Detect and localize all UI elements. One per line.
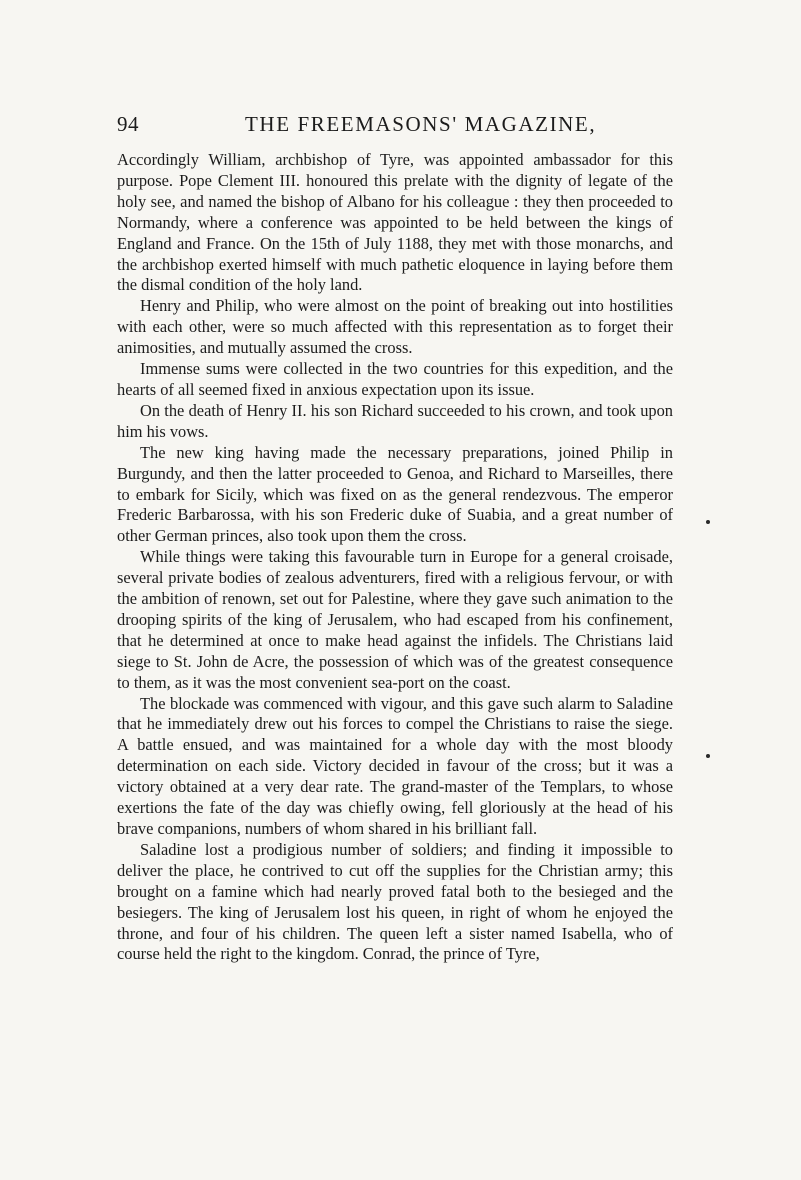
paragraph: Immense sums were collected in the two countries for this expedition, and the hearts of all seemed fixed in anxious expectation upon its issue. (117, 359, 673, 399)
paragraph: Henry and Philip, who were almost on the point of breaking out into hostilities with each other, were so much affected with this representation as to forget their animosities, and mutually assumed the cross. (117, 296, 673, 358)
page (117, 112, 673, 965)
page-header (117, 112, 673, 138)
body-text (117, 150, 673, 965)
running-title: THE FREEMASONS' MAGAZINE, (245, 112, 597, 136)
page-number: 94 (117, 112, 139, 136)
paragraph: Accordingly William, archbishop of Tyre, was appointed ambassador for this purpose. Pope Clement III. honoured this prelate with the dignity of legate of the holy see, and named the bishop of Albano for his colleague : they then proceeded to Normandy, where a conference was appointed to be held between the kings of England and France. On the 15th of July 1188, they met with those monarchs, and the archbishop exerted himself with much pathetic eloquence in laying before them the dismal condition of the holy land. (117, 150, 673, 295)
paragraph: Saladine lost a prodigious number of soldiers; and finding it impossible to deliver the place, he contrived to cut off the supplies for the Christian army; this brought on a famine which had nearly proved fatal both to the besieged and the besiegers. The king of Jerusalem lost his queen, in right of whom he enjoyed the throne, and four of his children. The queen left a sister named Isabella, who of course held the right to the kingdom. Conrad, the prince of Tyre, (117, 839, 673, 964)
ink-speck (706, 520, 710, 524)
paragraph: The new king having made the necessary preparations, joined Philip in Burgundy, and then the latter proceeded to Genoa, and Richard to Marseilles, there to embark for Sicily, which was fixed on as the general rendezvous. The emperor Frederic Barbarossa, with his son Frederic duke of Suabia, and a great number of other German princes, also took upon them the cross. (117, 442, 673, 546)
paragraph: The blockade was commenced with vigour, and this gave such alarm to Saladine that he immediately drew out his forces to compel the Christians to raise the siege. A battle ensued, and was maintained for a whole day with the most bloody determination on each side. Victory decided in favour of the cross; but it was a victory obtained at a very dear rate. The grand-master of the Templars, to whose exertions the fate of the day was chiefly owing, fell gloriously at the head of his brave companions, numbers of whom shared in his brilliant fall. (117, 693, 673, 838)
paragraph: On the death of Henry II. his son Richard succeeded to his crown, and took upon him his vows. (117, 400, 673, 441)
paragraph: While things were taking this favourable turn in Europe for a general croisade, several private bodies of zealous adventurers, fired with a religious fervour, or with the ambition of renown, set out for Palestine, where they gave such animation to the drooping spirits of the king of Jerusalem, who had escaped from his confinement, that he determined at once to make head against the infidels. The Christians laid siege to St. John de Acre, the possession of which was of the greatest consequence to them, as it was the most convenient sea-port on the coast. (117, 547, 673, 692)
ink-speck (706, 754, 710, 758)
